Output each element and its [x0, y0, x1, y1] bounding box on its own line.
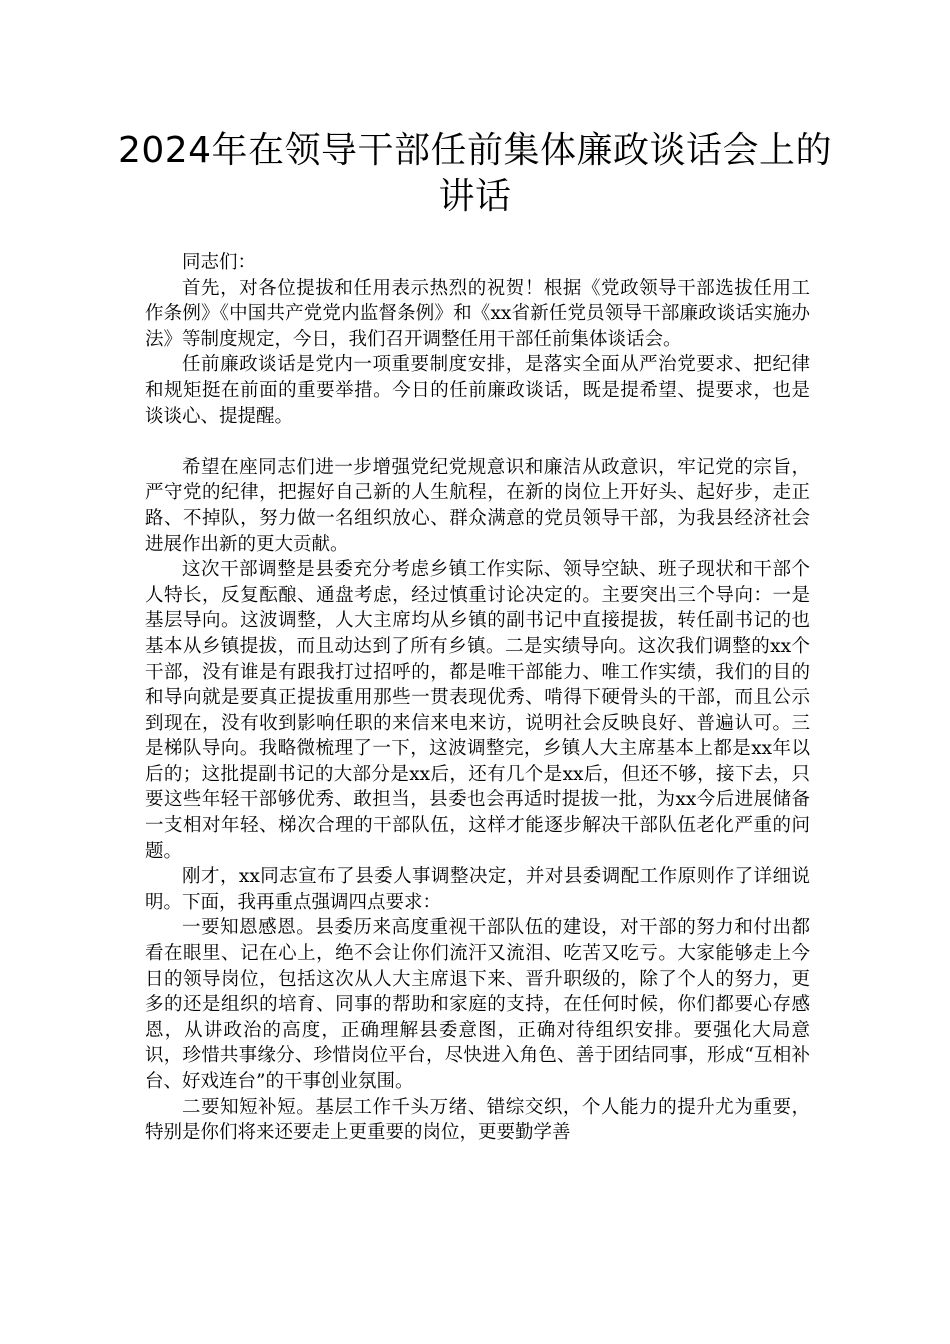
body-paragraph: 希望在座同志们进一步增强党纪党规意识和廉洁从政意识，牢记党的宗旨，严守党的纪律，把握好自己新的人生航程，在新的岗位上开好头、起好步，走正路、不掉队，努力做一名组织放心、群众满意的党员领导干部，为我县经济社会进展作出新的更大贡献。 [145, 456, 810, 555]
body-paragraph: 一要知恩感恩。县委历来高度重视干部队伍的建设，对干部的努力和付出都看在眼里、记在心上，绝不会让你们流汗又流泪、吃苦又吃亏。大家能够走上今日的领导岗位，包括这次从人大主席退下来、晋升职级的，除了个人的努力，更多的还是组织的培育、同事的帮助和家庭的支持，在任何时候，你们都要心存感恩，从讲政治的高度，正确理解县委意图，正确对待组织安排。要强化大局意识，珍惜共事缘分、珍惜岗位平台，尽快进入角色、善于团结同事，形成“互相补台、好戏连台”的干事创业氛围。 [145, 917, 810, 1092]
document-title: 2024年在领导干部任前集体廉政谈话会上的讲话 [117, 130, 833, 217]
blank-line [145, 429, 810, 455]
body-paragraph: 首先，对各位提拔和任用表示热烈的祝贺！根据《党政领导干部选拔任用工作条例》《中国共产党党内监督条例》和《xx省新任党员领导干部廉政谈话实施办法》等制度规定，今日，我们召开调整任用干部任前集体谈话会。 [145, 277, 810, 350]
document-body [145, 250, 810, 1146]
body-paragraph: 二要知短补短。基层工作千头万绪、错综交织，个人能力的提升尤为重要，特别是你们将来还要走上更重要的岗位，更要勤学善 [145, 1096, 810, 1144]
salutation-paragraph: 同志们： [182, 252, 257, 273]
body-paragraph: 这次干部调整是县委充分考虑乡镇工作实际、领导空缺、班子现状和干部个人特长，反复酝酿、通盘考虑，经过慎重讨论决定的。主要突出三个导向：一是基层导向。这波调整，人大主席均从乡镇的副书记中直接提拔，转任副书记的也基本从乡镇提拔，而且动达到了所有乡镇。二是实绩导向。这次我们调整的xx个干部，没有谁是有跟我打过招呼的，都是唯干部能力、唯工作实绩，我们的目的和导向就是要真正提拔重用那些一贯表现优秀、啃得下硬骨头的干部，而且公示到现在，没有收到影响任职的来信来电来访，说明社会反映良好、普遍认可。三是梯队导向。我略微梳理了一下，这波调整完，乡镇人大主席基本上都是xx年以后的；这批提副书记的大部分是xx后，还有几个是xx后，但还不够，接下去，只要这些年轻干部够优秀、敢担当，县委也会再适时提拔一批，为xx今后进展储备一支相对年轻、梯次合理的干部队伍，这样才能逐步解决干部队伍老化严重的问题。 [145, 559, 810, 862]
body-paragraph: 刚才，xx同志宣布了县委人事调整决定，并对县委调配工作原则作了详细说明。下面，我再重点强调四点要求： [145, 866, 810, 913]
body-paragraph: 任前廉政谈话是党内一项重要制度安排，是落实全面从严治党要求、把纪律和规矩挺在前面的重要举措。今日的任前廉政谈话，既是提希望、提要求，也是谈谈心、提提醒。 [145, 354, 810, 427]
